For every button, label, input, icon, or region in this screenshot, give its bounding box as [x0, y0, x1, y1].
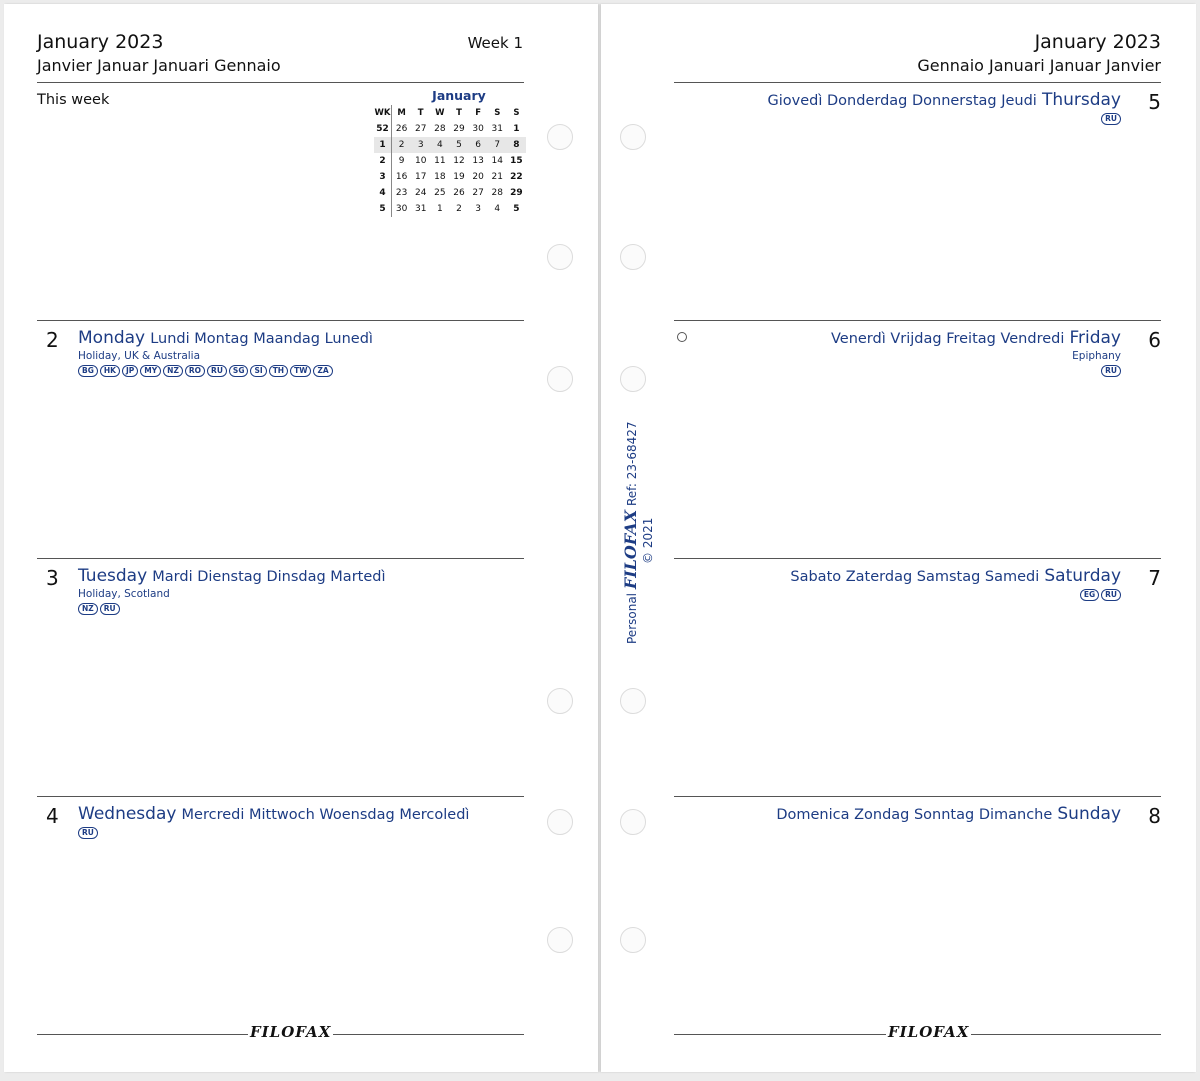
binder-hole: [620, 124, 646, 150]
holiday-label: Holiday, UK & Australia: [78, 350, 201, 362]
left-month-title: January 2023: [37, 31, 164, 53]
mini-calendar: [374, 88, 526, 217]
binder-hole: [620, 244, 646, 270]
calendar-day: 5: [513, 204, 520, 214]
day-name: Friday: [1069, 328, 1121, 348]
day-number: 8: [1148, 804, 1161, 828]
country-badge: JP: [122, 365, 138, 377]
calendar-day: 26: [453, 188, 465, 198]
binder-hole: [620, 688, 646, 714]
day-rule: [37, 320, 524, 321]
right-month-title: January 2023: [1034, 31, 1161, 53]
spine-personal: Personal: [625, 592, 639, 644]
day-name: Thursday: [1041, 90, 1121, 110]
header-rule: [674, 82, 1161, 83]
calendar-day: 10: [414, 156, 427, 166]
calendar-day: 25: [434, 188, 446, 198]
binder-hole: [620, 927, 646, 953]
calendar-day: 7: [488, 137, 507, 153]
calendar-header-day: T: [417, 108, 424, 118]
calendar-day: 2: [392, 137, 411, 153]
country-badges: [790, 589, 1121, 601]
calendar-day: 24: [414, 188, 427, 198]
right-page: [601, 4, 1196, 1072]
calendar-header-day: M: [397, 108, 406, 118]
calendar-day: 26: [395, 124, 408, 134]
day-languages: Venerdì Vrijdag Freitag Vendredi: [830, 331, 1065, 347]
circle-marker-icon: [677, 332, 687, 342]
calendar-day: 28: [434, 124, 446, 134]
calendar-header-week: WK: [374, 105, 392, 121]
country-badge: BG: [78, 365, 98, 377]
calendar-day: 17: [414, 172, 427, 182]
calendar-day: 14: [491, 156, 503, 166]
day-number: 5: [1148, 90, 1161, 114]
calendar-day: 18: [434, 172, 446, 182]
binder-hole: [547, 124, 573, 150]
day-rule: [674, 796, 1161, 797]
day-languages: Giovedì Donderdag Donnerstag Jeudi: [767, 93, 1037, 109]
day-block-monday: [78, 328, 373, 377]
binder-hole: [547, 809, 573, 835]
day-block-tuesday: [78, 566, 386, 615]
day-number: 6: [1148, 328, 1161, 352]
mini-calendar-grid: [374, 105, 526, 217]
calendar-day: 20: [472, 172, 484, 182]
country-badge: RU: [207, 365, 227, 377]
calendar-day: 4: [430, 137, 449, 153]
country-badge: NZ: [78, 603, 98, 615]
calendar-week-number: 4: [374, 185, 392, 201]
calendar-day: 30: [395, 204, 408, 214]
calendar-day: 28: [491, 188, 503, 198]
calendar-day: 23: [395, 188, 408, 198]
calendar-header-day: W: [435, 108, 445, 118]
calendar-day: 16: [395, 172, 408, 182]
binder-hole: [547, 366, 573, 392]
spine-imprint: [621, 421, 640, 644]
country-badges: [831, 365, 1121, 377]
header-rule: [37, 82, 524, 83]
country-badge: RO: [185, 365, 205, 377]
week-number: Week 1: [467, 34, 523, 52]
day-number: 4: [46, 804, 59, 828]
day-name: Monday: [78, 328, 146, 348]
calendar-day: 3: [475, 204, 481, 214]
calendar-day: 5: [449, 137, 468, 153]
country-badges: [78, 365, 373, 377]
spine-ref: Ref: 23-68427: [625, 421, 639, 507]
country-badge: RU: [1101, 113, 1121, 125]
day-number: 2: [46, 328, 59, 352]
day-rule: [674, 320, 1161, 321]
binder-hole: [620, 366, 646, 392]
calendar-day: 2: [456, 204, 462, 214]
day-number: 3: [46, 566, 59, 590]
holiday-label: Holiday, Scotland: [78, 588, 170, 600]
filofax-logo: FILOFAX: [250, 1023, 332, 1041]
country-badge: NZ: [163, 365, 183, 377]
country-badges: [78, 827, 469, 839]
day-rule: [37, 558, 524, 559]
country-badge: RU: [1101, 365, 1121, 377]
country-badges: [78, 603, 386, 615]
right-month-languages: Gennaio Januari Januar Janvier: [917, 56, 1161, 75]
day-rule: [674, 558, 1161, 559]
country-badge: HK: [100, 365, 120, 377]
calendar-day: 12: [453, 156, 465, 166]
calendar-week-number: 3: [374, 169, 392, 185]
country-badge: SG: [229, 365, 249, 377]
calendar-day: 1: [436, 204, 443, 214]
calendar-day: 29: [453, 124, 465, 134]
calendar-header-day: F: [475, 108, 482, 118]
calendar-day: 22: [510, 172, 523, 182]
day-block-friday: [831, 328, 1121, 377]
calendar-week-number: 5: [374, 201, 392, 217]
country-badge: EG: [1080, 589, 1099, 601]
day-name: Saturday: [1044, 566, 1121, 586]
this-week-label: This week: [37, 92, 110, 108]
calendar-day: 6: [469, 137, 488, 153]
spine-copyright: © 2021: [641, 517, 655, 564]
calendar-day: 4: [494, 204, 501, 214]
binder-hole: [547, 688, 573, 714]
day-name: Sunday: [1057, 804, 1121, 824]
calendar-week-number: 52: [374, 121, 392, 137]
calendar-week-number: 1: [374, 137, 392, 153]
country-badge: RU: [100, 603, 120, 615]
country-badge: RU: [1101, 589, 1121, 601]
day-name: Wednesday: [78, 804, 177, 824]
spine-filofax-logo: FILOFAX: [621, 509, 640, 590]
day-languages: Mardi Dienstag Dinsdag Martedì: [152, 569, 386, 585]
day-name: Tuesday: [78, 566, 148, 586]
day-languages: Sabato Zaterdag Samstag Samedi: [790, 569, 1040, 585]
country-badge: SI: [250, 365, 266, 377]
country-badge: RU: [78, 827, 98, 839]
calendar-day: 27: [414, 124, 427, 134]
day-languages: Lundi Montag Maandag Lunedì: [150, 331, 373, 347]
binder-hole: [547, 244, 573, 270]
calendar-header-day: T: [456, 108, 462, 118]
calendar-day: 3: [411, 137, 430, 153]
country-badge: ZA: [313, 365, 332, 377]
calendar-day: 30: [472, 124, 484, 134]
calendar-day: 11: [434, 156, 446, 166]
calendar-week-number: 2: [374, 153, 392, 169]
calendar-day: 31: [414, 204, 427, 214]
calendar-day: 19: [453, 172, 465, 182]
country-badge: MY: [140, 365, 161, 377]
calendar-day: 13: [472, 156, 484, 166]
calendar-day: 31: [491, 124, 503, 134]
country-badge: TW: [290, 365, 311, 377]
calendar-day: 1: [513, 124, 520, 134]
day-languages: Domenica Zondag Sonntag Dimanche: [776, 807, 1053, 823]
day-block-thursday: [768, 90, 1121, 125]
day-block-sunday: [776, 804, 1121, 824]
calendar-day: 8: [507, 137, 526, 153]
calendar-header-day: S: [494, 108, 501, 118]
calendar-day: 9: [398, 156, 405, 166]
day-languages: Mercredi Mittwoch Woensdag Mercoledì: [181, 807, 470, 823]
holiday-label: Epiphany: [1072, 350, 1121, 362]
day-rule: [37, 796, 524, 797]
calendar-day: 15: [510, 156, 523, 166]
country-badge: TH: [269, 365, 288, 377]
day-block-saturday: [790, 566, 1121, 601]
left-month-languages: Janvier Januar Januari Gennaio: [37, 56, 281, 75]
day-block-wednesday: [78, 804, 469, 839]
calendar-header-day: S: [513, 108, 520, 118]
calendar-day: 29: [510, 188, 523, 198]
country-badges: [768, 113, 1121, 125]
day-number: 7: [1148, 566, 1161, 590]
binder-hole: [620, 809, 646, 835]
mini-calendar-title: January: [432, 88, 486, 103]
calendar-day: 21: [491, 172, 503, 182]
filofax-logo: FILOFAX: [888, 1023, 970, 1041]
left-page: [4, 4, 598, 1072]
calendar-day: 27: [472, 188, 484, 198]
binder-hole: [547, 927, 573, 953]
